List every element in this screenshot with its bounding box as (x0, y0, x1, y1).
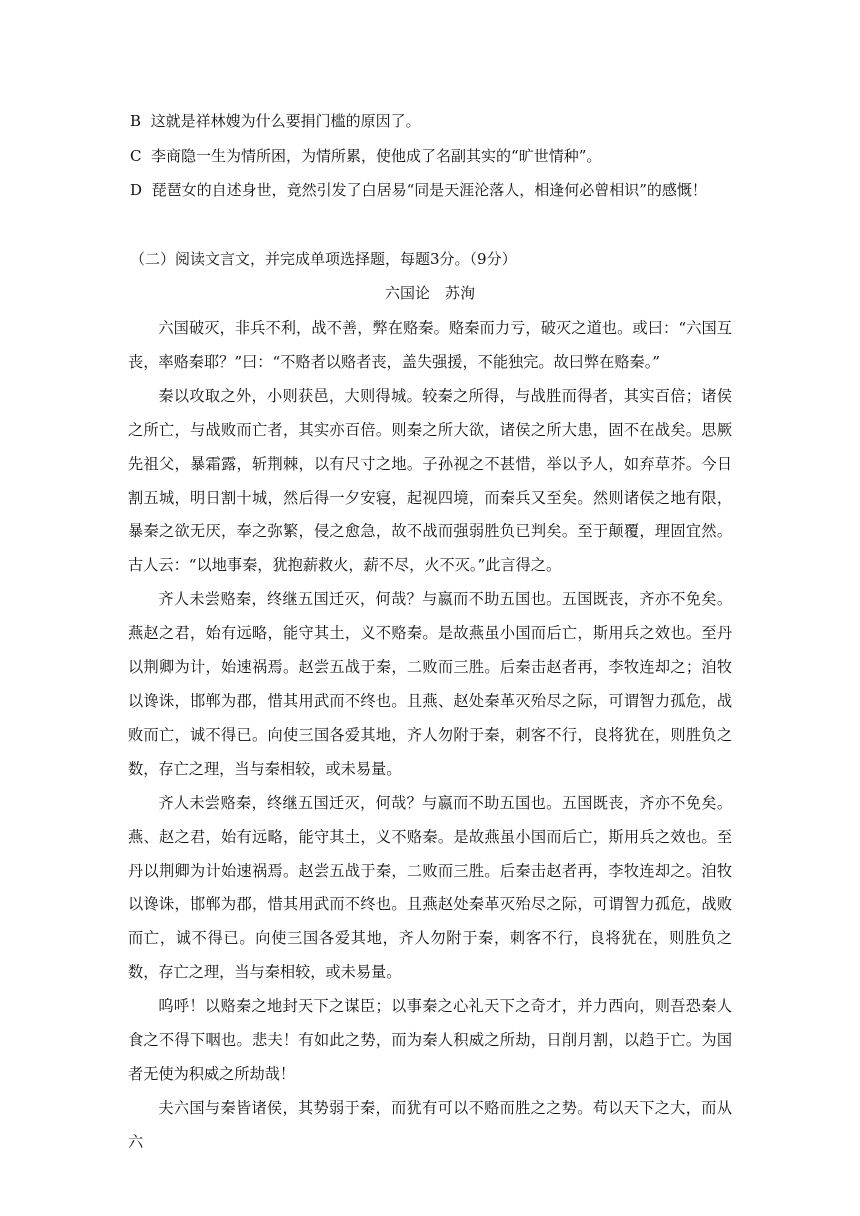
essay-title: 六国论 苏洵 (384, 284, 475, 302)
option-c (130, 146, 601, 166)
option-text: 琵琶女的自述身世，竟然引发了白居易“同是天涯沦落人，相逢何必曾相识”的感慨！ (151, 181, 707, 199)
section-heading: （二）阅读文言文，并完成单项选择题，每题3分。（9分） (130, 250, 517, 268)
option-letter: D (130, 181, 143, 199)
paragraph: 齐人未尝赂秦，终继五国迁灭，何哉？与嬴而不助五国也。五国既丧，齐亦不免矣。燕赵之君，始有远略，能守其土，义不赂秦。是故燕虽小国而后亡，斯用兵之效也。至丹以荆卿为计，始速祸焉。赵尝五战于秦，二败而三胜。后秦击赵者再，李牧连却之；洎牧以谗诛，邯郸为郡，惜其用武而不终也。且燕、赵处秦革灭殆尽之际，可谓智力孤危，战败而亡，诚不得已。向使三国各爱其地，齐人勿附于秦，刺客不行，良将犹在，则胜负之数，存亡之理，当与秦相较，或未易量。 (128, 590, 732, 778)
paragraph: 六国破灭，非兵不利，战不善，弊在赂秦。赂秦而力亏，破灭之道也。或曰：“六国互丧，率赂秦耶？”曰：“不赂者以赂者丧，盖失强援，不能独完。故曰弊在赂秦。” (128, 319, 732, 371)
option-b (130, 111, 421, 131)
paragraph: 齐人未尝赂秦，终继五国迁灭，何哉？与嬴而不助五国也。五国既丧，齐亦不免矣。燕、赵之君，始有远略，能守其土，义不赂秦。是故燕虽小国而后亡，斯用兵之效也。至丹以荆卿为计始速祸焉。赵尝五战于秦，二败而三胜。后秦击赵者再，李牧连却之。洎牧以谗诛，邯郸为郡，惜其用武而不终也。且燕赵处秦革灭殆尽之际，可谓智力孤危，战败而亡，诚不得已。向使三国各爱其地，齐人勿附于秦，刺客不行，良将犹在，则胜负之数，存亡之理，当与秦相较，或未易量。 (128, 793, 732, 982)
option-letter: B (130, 112, 142, 130)
option-letter: C (130, 147, 142, 165)
paragraph: 呜呼！以赂秦之地封天下之谋臣；以事秦之心礼天下之奇才，并力西向，则吾恐秦人食之不得下咽也。悲夫！有如此之势，而为秦人积威之所劫，日削月割，以趋于亡。为国者无使为积威之所劫哉！ (128, 997, 732, 1083)
paragraph: 秦以攻取之外，小则获邑，大则得城。较秦之所得，与战胜而得者，其实百倍；诸侯之所亡，与战败而亡者，其实亦百倍。则秦之所大欲，诸侯之所大患，固不在战矣。思厥先祖父，暴霜露，斩荆棘，以有尺寸之地。子孙视之不甚惜，举以予人，如弃草芥。今日割五城，明日割十城，然后得一夕安寝，起视四境，而秦兵又至矣。然则诸侯之地有限，暴秦之欲无厌，奉之弥繁，侵之愈急，故不战而强弱胜负已判矣。至于颠覆，理固宜然。古人云：“以地事秦，犹抱薪救火，薪不尽，火不灭。”此言得之。 (128, 386, 732, 575)
option-text: 这就是祥林嫂为什么要捐门槛的原因了。 (150, 112, 421, 130)
option-text: 李商隐一生为情所困，为情所累，使他成了名副其实的“旷世情种”。 (151, 147, 602, 165)
essay-body (128, 312, 732, 1160)
option-d (130, 180, 707, 200)
paragraph: 夫六国与秦皆诸侯，其势弱于秦，而犹有可以不赂而胜之之势。苟以天下之大，而从六 (128, 1098, 732, 1151)
